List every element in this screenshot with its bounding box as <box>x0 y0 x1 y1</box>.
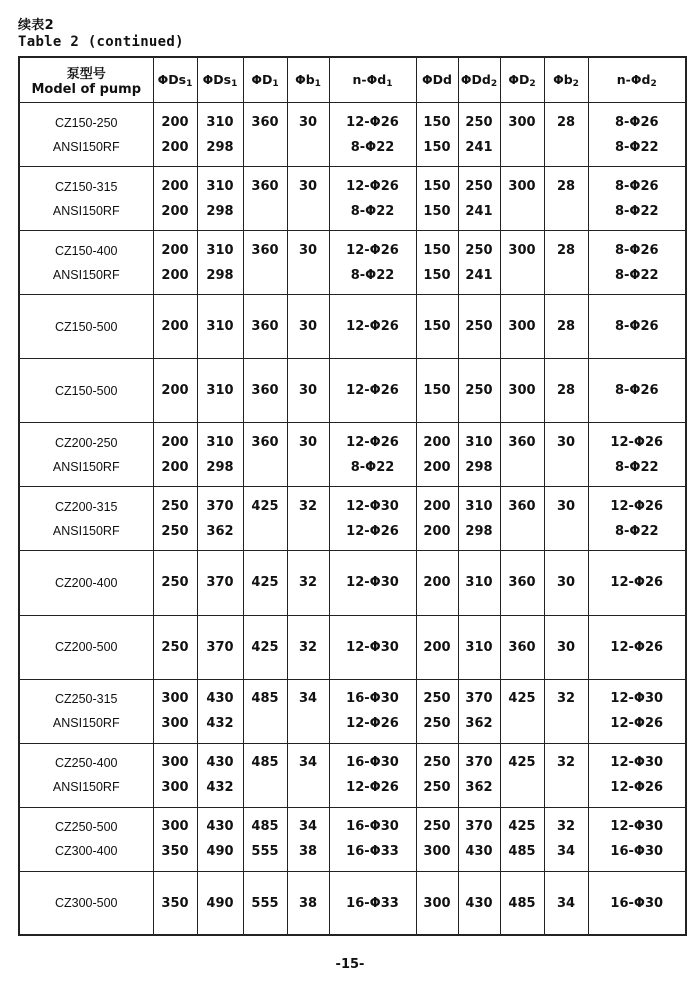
value-cell <box>243 135 287 167</box>
value-cell: 150 <box>416 167 458 199</box>
value-cell: 310 <box>458 551 500 615</box>
value-cell: 300 <box>153 743 197 775</box>
model-cell: ANSI150RF <box>19 519 153 551</box>
value-cell: 30 <box>544 615 588 679</box>
value-cell: 250 <box>153 615 197 679</box>
value-cell: 310 <box>458 487 500 519</box>
value-cell: 150 <box>416 135 458 167</box>
header-symbol: ΦDs <box>157 71 187 87</box>
value-cell: 200 <box>153 231 197 263</box>
value-cell: 12-Φ30 <box>588 743 686 775</box>
model-cell: CZ200-400 <box>19 551 153 615</box>
value-cell: 8-Φ26 <box>588 231 686 263</box>
page-number: -15- <box>335 957 365 972</box>
value-cell: 12-Φ26 <box>329 103 416 135</box>
value-cell: 250 <box>416 775 458 807</box>
value-cell: 30 <box>287 295 329 359</box>
value-cell <box>500 519 544 551</box>
value-cell: 200 <box>416 423 458 455</box>
caption-chinese: 续表2 <box>18 18 54 33</box>
value-cell: 200 <box>416 519 458 551</box>
value-cell: 12-Φ26 <box>329 519 416 551</box>
header-symbol: ΦD <box>251 71 273 87</box>
header-symbol: Φb <box>553 71 573 87</box>
value-cell: 360 <box>243 167 287 199</box>
value-cell: 8-Φ26 <box>588 167 686 199</box>
header-col-5 <box>329 57 416 103</box>
value-cell: 34 <box>287 743 329 775</box>
table-row <box>19 423 686 455</box>
value-cell: 8-Φ22 <box>588 263 686 295</box>
value-cell: 350 <box>153 871 197 935</box>
value-cell <box>500 711 544 743</box>
value-cell: 300 <box>153 679 197 711</box>
value-cell: 310 <box>458 615 500 679</box>
value-cell: 12-Φ26 <box>329 231 416 263</box>
value-cell: 30 <box>287 167 329 199</box>
header-col-2 <box>197 57 243 103</box>
value-cell: 370 <box>458 679 500 711</box>
header-subscript: 2 <box>490 78 498 89</box>
value-cell: 200 <box>153 295 197 359</box>
value-cell: 425 <box>500 807 544 839</box>
value-cell: 250 <box>416 711 458 743</box>
value-cell: 241 <box>458 199 500 231</box>
value-cell: 8-Φ22 <box>588 135 686 167</box>
value-cell: 8-Φ26 <box>588 103 686 135</box>
value-cell: 430 <box>197 807 243 839</box>
value-cell: 430 <box>458 871 500 935</box>
table-row <box>19 679 686 711</box>
header-subscript: 2 <box>572 78 579 89</box>
value-cell: 360 <box>243 359 287 423</box>
value-cell <box>500 455 544 487</box>
value-cell: 298 <box>197 455 243 487</box>
table-row <box>19 807 686 839</box>
model-cell: CZ300-500 <box>19 871 153 935</box>
value-cell: 430 <box>458 839 500 871</box>
value-cell: 298 <box>197 263 243 295</box>
model-cell: ANSI150RF <box>19 263 153 295</box>
value-cell <box>243 263 287 295</box>
value-cell: 12-Φ26 <box>329 167 416 199</box>
value-cell: 34 <box>544 871 588 935</box>
header-symbol: n-Φd <box>616 71 651 87</box>
model-cell: CZ150-400 <box>54 243 118 258</box>
table-row <box>19 615 686 679</box>
table-row <box>19 135 686 167</box>
value-cell: 490 <box>197 839 243 871</box>
value-cell: 30 <box>287 103 329 135</box>
model-cell: CZ150-315 <box>54 179 118 194</box>
header-model-en: Model of pump <box>31 82 141 97</box>
value-cell: 32 <box>544 743 588 775</box>
value-cell: 300 <box>416 839 458 871</box>
header-subscript: 2 <box>529 78 536 89</box>
value-cell: 370 <box>458 743 500 775</box>
value-cell: 28 <box>544 103 588 135</box>
value-cell: 28 <box>544 295 588 359</box>
value-cell: 12-Φ26 <box>329 711 416 743</box>
value-cell: 250 <box>458 103 500 135</box>
header-subscript: 2 <box>650 78 657 89</box>
value-cell: 370 <box>197 615 243 679</box>
value-cell: 200 <box>153 167 197 199</box>
value-cell: 430 <box>197 743 243 775</box>
header-symbol: ΦD <box>508 71 530 87</box>
value-cell: 485 <box>500 871 544 935</box>
value-cell: 12-Φ26 <box>588 551 686 615</box>
value-cell: 250 <box>153 551 197 615</box>
header-subscript: 1 <box>186 78 193 89</box>
value-cell: 16-Φ33 <box>329 839 416 871</box>
header-model-cn: 泵型号 <box>66 67 106 82</box>
header-col-8 <box>500 57 544 103</box>
value-cell <box>500 199 544 231</box>
value-cell <box>544 263 588 295</box>
value-cell: 298 <box>458 455 500 487</box>
value-cell <box>544 775 588 807</box>
table-row <box>19 295 686 359</box>
model-cell: CZ150-250 <box>54 115 118 130</box>
value-cell: 432 <box>197 711 243 743</box>
value-cell <box>287 711 329 743</box>
table-row <box>19 199 686 231</box>
table-body <box>19 103 686 936</box>
table-row <box>19 263 686 295</box>
header-symbol: n-Φd <box>352 71 387 87</box>
table-row <box>19 231 686 263</box>
header-col-7 <box>458 57 500 103</box>
value-cell: 12-Φ26 <box>588 775 686 807</box>
model-cell: CZ250-500 <box>54 820 118 835</box>
table-row <box>19 103 686 135</box>
value-cell: 8-Φ22 <box>329 263 416 295</box>
value-cell: 200 <box>416 455 458 487</box>
value-cell: 8-Φ22 <box>329 455 416 487</box>
value-cell <box>500 775 544 807</box>
value-cell <box>500 263 544 295</box>
value-cell: 200 <box>153 199 197 231</box>
value-cell: 425 <box>243 615 287 679</box>
header-symbol: ΦDd <box>422 71 452 87</box>
table-row <box>19 775 686 807</box>
value-cell <box>243 199 287 231</box>
value-cell: 300 <box>153 775 197 807</box>
value-cell: 32 <box>544 679 588 711</box>
model-cell: ANSI150RF <box>19 455 153 487</box>
value-cell <box>287 199 329 231</box>
value-cell: 350 <box>153 839 197 871</box>
value-cell: 150 <box>416 263 458 295</box>
value-cell: 250 <box>458 231 500 263</box>
value-cell: 360 <box>243 231 287 263</box>
value-cell: 150 <box>416 359 458 423</box>
value-cell: 8-Φ26 <box>588 359 686 423</box>
value-cell: 30 <box>544 551 588 615</box>
model-cell: CZ250-315 <box>54 692 118 707</box>
model-cell: ANSI150RF <box>19 135 153 167</box>
value-cell: 12-Φ26 <box>329 775 416 807</box>
header-subscript: 1 <box>314 78 321 89</box>
value-cell: 485 <box>243 679 287 711</box>
header-col-1 <box>153 57 197 103</box>
value-cell: 12-Φ30 <box>588 679 686 711</box>
table-row <box>19 519 686 551</box>
value-cell: 250 <box>416 807 458 839</box>
table-row <box>19 359 686 423</box>
value-cell: 555 <box>243 871 287 935</box>
value-cell: 200 <box>416 487 458 519</box>
value-cell: 425 <box>243 551 287 615</box>
value-cell: 490 <box>197 871 243 935</box>
model-cell: CZ200-250 <box>54 435 118 450</box>
value-cell: 360 <box>500 423 544 455</box>
value-cell: 425 <box>500 743 544 775</box>
value-cell: 34 <box>544 839 588 871</box>
value-cell: 200 <box>416 551 458 615</box>
value-cell: 360 <box>243 103 287 135</box>
header-model <box>19 57 153 103</box>
value-cell: 200 <box>153 103 197 135</box>
value-cell: 485 <box>243 743 287 775</box>
table-row <box>19 455 686 487</box>
header-col-4 <box>287 57 329 103</box>
value-cell: 8-Φ26 <box>588 295 686 359</box>
table-header-row <box>19 57 686 103</box>
value-cell: 360 <box>500 615 544 679</box>
value-cell: 298 <box>197 199 243 231</box>
value-cell: 300 <box>153 807 197 839</box>
header-col-9 <box>544 57 588 103</box>
header-subscript: 1 <box>272 78 279 89</box>
value-cell <box>287 775 329 807</box>
value-cell: 38 <box>287 871 329 935</box>
value-cell: 30 <box>544 487 588 519</box>
value-cell: 310 <box>197 231 243 263</box>
value-cell: 16-Φ30 <box>329 679 416 711</box>
value-cell <box>287 135 329 167</box>
value-cell: 300 <box>500 231 544 263</box>
value-cell <box>544 455 588 487</box>
model-cell: CZ150-500 <box>19 295 153 359</box>
value-cell: 12-Φ26 <box>588 487 686 519</box>
table-row <box>19 167 686 199</box>
value-cell: 300 <box>153 711 197 743</box>
value-cell: 200 <box>153 455 197 487</box>
value-cell: 28 <box>544 167 588 199</box>
value-cell: 250 <box>458 295 500 359</box>
table-row <box>19 839 686 871</box>
value-cell: 362 <box>458 711 500 743</box>
value-cell <box>287 263 329 295</box>
value-cell: 300 <box>416 871 458 935</box>
value-cell <box>287 519 329 551</box>
header-symbol: ΦDd <box>460 71 491 87</box>
header-col-6 <box>416 57 458 103</box>
value-cell: 370 <box>197 487 243 519</box>
value-cell: 250 <box>458 359 500 423</box>
header-col-10 <box>588 57 686 103</box>
value-cell: 12-Φ30 <box>329 551 416 615</box>
table-row <box>19 711 686 743</box>
value-cell: 360 <box>500 551 544 615</box>
value-cell: 28 <box>544 231 588 263</box>
value-cell: 310 <box>197 359 243 423</box>
value-cell: 12-Φ26 <box>588 711 686 743</box>
value-cell: 432 <box>197 775 243 807</box>
model-cell: CZ200-315 <box>54 499 118 514</box>
value-cell: 362 <box>458 775 500 807</box>
value-cell: 425 <box>500 679 544 711</box>
value-cell: 32 <box>287 551 329 615</box>
value-cell: 150 <box>416 231 458 263</box>
value-cell: 200 <box>153 135 197 167</box>
value-cell: 250 <box>153 519 197 551</box>
header-subscript: 1 <box>386 78 393 89</box>
value-cell: 30 <box>287 423 329 455</box>
value-cell: 30 <box>544 423 588 455</box>
value-cell <box>287 455 329 487</box>
value-cell: 32 <box>287 615 329 679</box>
value-cell: 200 <box>153 423 197 455</box>
value-cell: 16-Φ30 <box>588 839 686 871</box>
value-cell: 8-Φ22 <box>329 199 416 231</box>
value-cell: 12-Φ26 <box>329 423 416 455</box>
value-cell: 150 <box>416 103 458 135</box>
value-cell: 362 <box>197 519 243 551</box>
value-cell: 555 <box>243 839 287 871</box>
header-col-3 <box>243 57 287 103</box>
value-cell: 12-Φ26 <box>588 615 686 679</box>
dimension-table <box>18 56 687 936</box>
value-cell: 310 <box>197 423 243 455</box>
value-cell: 300 <box>500 359 544 423</box>
model-cell: CZ300-400 <box>19 839 153 871</box>
value-cell: 370 <box>197 551 243 615</box>
value-cell: 360 <box>243 423 287 455</box>
value-cell: 12-Φ26 <box>329 295 416 359</box>
value-cell: 250 <box>153 487 197 519</box>
value-cell: 200 <box>153 263 197 295</box>
value-cell: 12-Φ30 <box>329 487 416 519</box>
value-cell: 8-Φ22 <box>588 199 686 231</box>
value-cell: 310 <box>197 295 243 359</box>
value-cell: 360 <box>500 487 544 519</box>
value-cell <box>544 519 588 551</box>
value-cell: 16-Φ30 <box>329 743 416 775</box>
value-cell <box>544 135 588 167</box>
value-cell: 241 <box>458 135 500 167</box>
value-cell: 430 <box>197 679 243 711</box>
model-cell: ANSI150RF <box>19 199 153 231</box>
model-cell: ANSI150RF <box>19 711 153 743</box>
value-cell: 250 <box>416 743 458 775</box>
value-cell: 200 <box>416 615 458 679</box>
value-cell: 12-Φ26 <box>588 423 686 455</box>
value-cell: 370 <box>458 807 500 839</box>
table-row <box>19 743 686 775</box>
value-cell: 310 <box>458 423 500 455</box>
value-cell: 16-Φ30 <box>329 807 416 839</box>
value-cell: 250 <box>458 167 500 199</box>
value-cell: 12-Φ26 <box>329 359 416 423</box>
value-cell: 310 <box>197 103 243 135</box>
table-row <box>19 487 686 519</box>
value-cell: 241 <box>458 263 500 295</box>
value-cell: 28 <box>544 359 588 423</box>
value-cell: 30 <box>287 231 329 263</box>
header-symbol: ΦDs <box>202 71 232 87</box>
table-row <box>19 551 686 615</box>
value-cell: 8-Φ22 <box>329 135 416 167</box>
value-cell: 32 <box>287 487 329 519</box>
value-cell: 34 <box>287 807 329 839</box>
table-row <box>19 871 686 935</box>
value-cell: 425 <box>243 487 287 519</box>
value-cell <box>243 455 287 487</box>
value-cell: 200 <box>153 359 197 423</box>
value-cell: 150 <box>416 199 458 231</box>
value-cell <box>243 775 287 807</box>
value-cell <box>243 711 287 743</box>
value-cell: 250 <box>416 679 458 711</box>
header-symbol: Φb <box>295 71 315 87</box>
value-cell: 298 <box>458 519 500 551</box>
value-cell <box>500 135 544 167</box>
value-cell: 298 <box>197 135 243 167</box>
value-cell: 485 <box>243 807 287 839</box>
value-cell <box>544 711 588 743</box>
model-cell: ANSI150RF <box>19 775 153 807</box>
value-cell <box>243 519 287 551</box>
value-cell: 34 <box>287 679 329 711</box>
caption-english: Table 2 (continued) <box>18 34 184 50</box>
value-cell: 16-Φ33 <box>329 871 416 935</box>
model-cell: CZ200-500 <box>19 615 153 679</box>
model-cell: CZ150-500 <box>19 359 153 423</box>
model-cell: CZ250-400 <box>54 756 118 771</box>
value-cell: 300 <box>500 167 544 199</box>
value-cell: 38 <box>287 839 329 871</box>
header-subscript: 1 <box>231 78 238 89</box>
value-cell: 12-Φ30 <box>588 807 686 839</box>
value-cell: 300 <box>500 295 544 359</box>
value-cell: 150 <box>416 295 458 359</box>
value-cell: 32 <box>544 807 588 839</box>
value-cell: 16-Φ30 <box>588 871 686 935</box>
value-cell: 360 <box>243 295 287 359</box>
value-cell <box>544 199 588 231</box>
value-cell: 485 <box>500 839 544 871</box>
value-cell: 12-Φ30 <box>329 615 416 679</box>
value-cell: 30 <box>287 359 329 423</box>
value-cell: 8-Φ22 <box>588 519 686 551</box>
value-cell: 310 <box>197 167 243 199</box>
value-cell: 300 <box>500 103 544 135</box>
value-cell: 8-Φ22 <box>588 455 686 487</box>
